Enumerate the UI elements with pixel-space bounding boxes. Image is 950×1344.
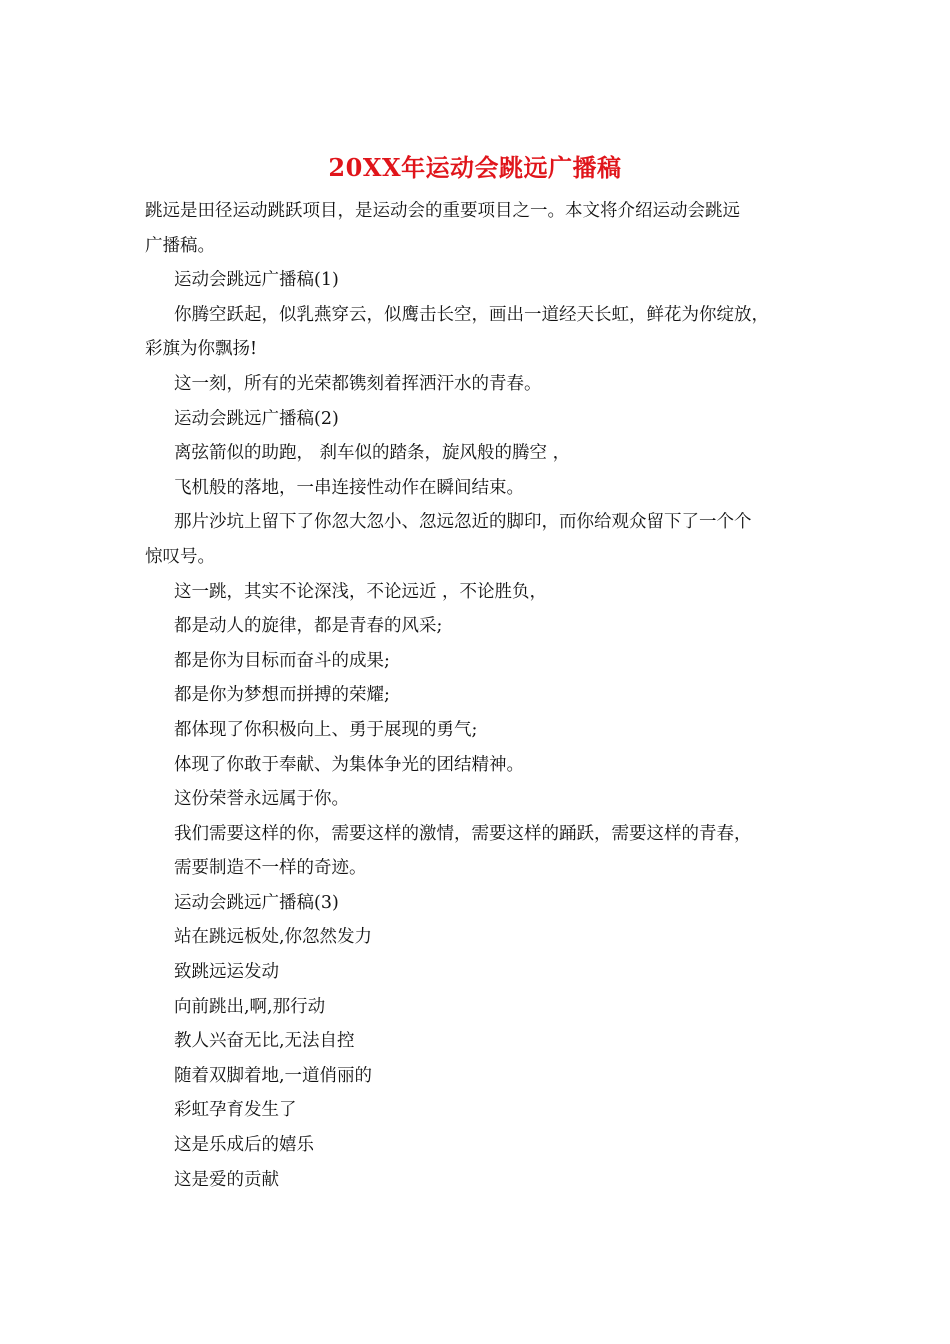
body-line: 都体现了你积极向上、勇于展现的勇气; (174, 719, 478, 740)
body-line: 需要制造不一样的奇迹。 (174, 858, 367, 879)
body-line: 这一刻，所有的光荣都镌刻着挥洒汗水的青春。 (174, 373, 542, 394)
body-line: 跳远是田径运动跳跃项目，是运动会的重要项目之一。本文将介绍运动会跳远 (145, 201, 740, 221)
body-line: 飞机般的落地，一串连接性动作在瞬间结束。 (174, 477, 524, 498)
body-line: 我们需要这样的你，需要这样的激情，需要这样的踊跃，需要这样的青春， (174, 823, 752, 844)
document-title: 20XX年运动会跳远广播稿 (328, 153, 622, 182)
body-line: 你腾空跃起，似乳燕穿云，似鹰击长空，画出一道经天长虹，鲜花为你绽放， (174, 304, 769, 325)
body-line: 这一跳，其实不论深浅，不论远近 ，不论胜负， (174, 581, 548, 602)
body-line: 致跳远运发动 (174, 962, 279, 983)
body-line: 运动会跳远广播稿(2) (174, 408, 339, 429)
body-line: 广播稿。 (145, 235, 215, 256)
body-line: 随着双脚着地,一道俏丽的 (174, 1065, 373, 1086)
body-line: 运动会跳远广播稿(1) (174, 270, 339, 291)
body-line: 这是爱的贡献 (174, 1169, 279, 1190)
body-line: 教人兴奋无比,无法自控 (174, 1031, 355, 1052)
body-line: 运动会跳远广播稿(3) (174, 892, 339, 913)
body-line: 这是乐成后的嬉乐 (174, 1135, 314, 1156)
body-line: 惊叹号。 (145, 546, 215, 567)
body-line: 彩旗为你飘扬! (145, 339, 258, 360)
body-line: 都是动人的旋律，都是青春的风采; (174, 616, 443, 637)
body-line: 向前跳出,啊,那行动 (174, 996, 326, 1017)
body-line: 那片沙坑上留下了你忽大忽小、忽远忽近的脚印，而你给观众留下了一个个 (174, 512, 752, 533)
body-line: 都是你为目标而奋斗的成果; (174, 650, 390, 671)
body-line: 都是你为梦想而拼搏的荣耀; (174, 685, 390, 706)
body-line: 彩虹孕育发生了 (174, 1100, 297, 1121)
body-line: 这份荣誉永远属于你。 (174, 789, 349, 810)
document-body (145, 194, 825, 1197)
body-line: 离弦箭似的助跑， 刹车似的踏条，旋风般的腾空 ， (174, 443, 571, 464)
body-line: 站在跳远板处,你忽然发力 (174, 927, 373, 948)
body-line: 体现了你敢于奉献、为集体争光的团结精神。 (174, 754, 524, 775)
